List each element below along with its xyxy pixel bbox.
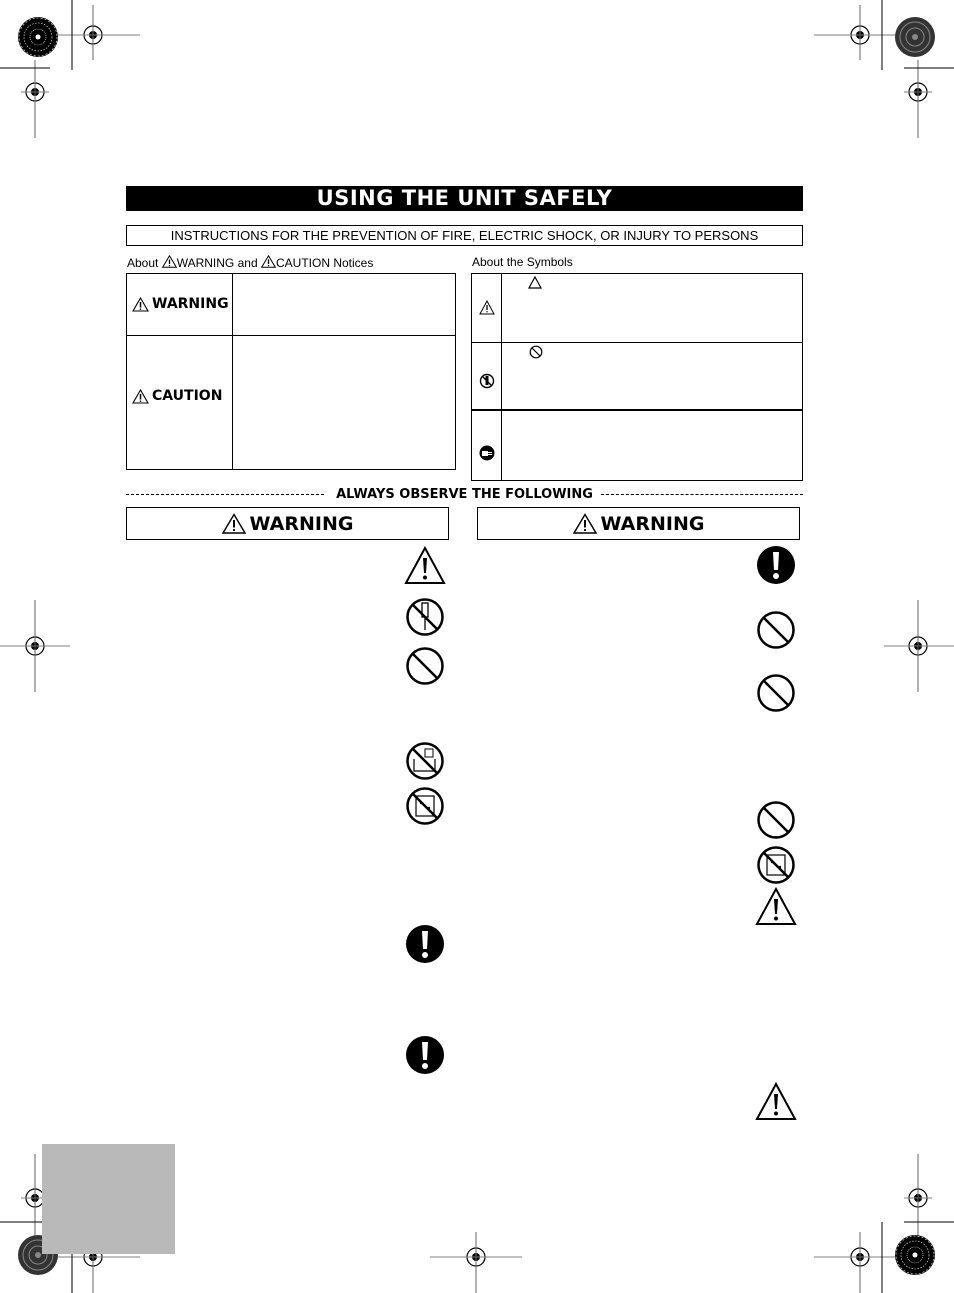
observe-divider <box>126 486 803 504</box>
caution-triangle-icon <box>132 297 149 312</box>
symbols-table <box>471 273 803 481</box>
page-subtitle: INSTRUCTIONS FOR THE PREVENTION OF FIRE, ELECTRIC SHOCK, OR INJURY TO PERSONS <box>126 225 803 246</box>
symbols-heading: About the Symbols <box>472 255 573 269</box>
notices-heading: About WARNING and CAUTION Notices <box>127 256 374 270</box>
no-disassemble-icon <box>405 597 445 637</box>
warning-label: WARNING <box>132 296 229 312</box>
caution-triangle-icon <box>222 513 246 534</box>
observe-label: ALWAYS OBSERVE THE FOLLOWING <box>126 486 803 504</box>
prohibited-icon <box>756 673 796 713</box>
prohibited-icon <box>756 610 796 650</box>
no-wet-icon <box>405 786 445 826</box>
caution-triangle-icon <box>755 1082 797 1122</box>
mandatory-icon <box>405 924 445 964</box>
page-title: USING THE UNIT SAFELY <box>126 186 803 211</box>
no-water-icon <box>405 741 445 781</box>
caution-triangle-icon <box>132 389 149 404</box>
right-warning-header: WARNING <box>477 507 800 540</box>
caution-label: CAUTION <box>132 388 222 404</box>
no-disassemble-icon <box>479 373 495 389</box>
caution-triangle-icon <box>261 255 276 268</box>
caution-triangle-icon <box>528 276 542 289</box>
no-wet-icon <box>756 845 796 885</box>
prohibited-icon <box>529 345 543 359</box>
unplug-icon <box>479 445 495 461</box>
caution-triangle-icon <box>573 513 597 534</box>
caution-triangle-icon <box>755 887 797 927</box>
prohibited-icon <box>756 800 796 840</box>
caution-triangle-icon <box>404 546 446 586</box>
caution-triangle-icon <box>162 255 177 268</box>
caution-triangle-icon <box>479 300 495 315</box>
page-tab-marker <box>42 1144 175 1254</box>
mandatory-icon <box>756 545 796 585</box>
prohibited-icon <box>405 646 445 686</box>
left-warning-header: WARNING <box>126 507 449 540</box>
mandatory-icon <box>405 1035 445 1075</box>
